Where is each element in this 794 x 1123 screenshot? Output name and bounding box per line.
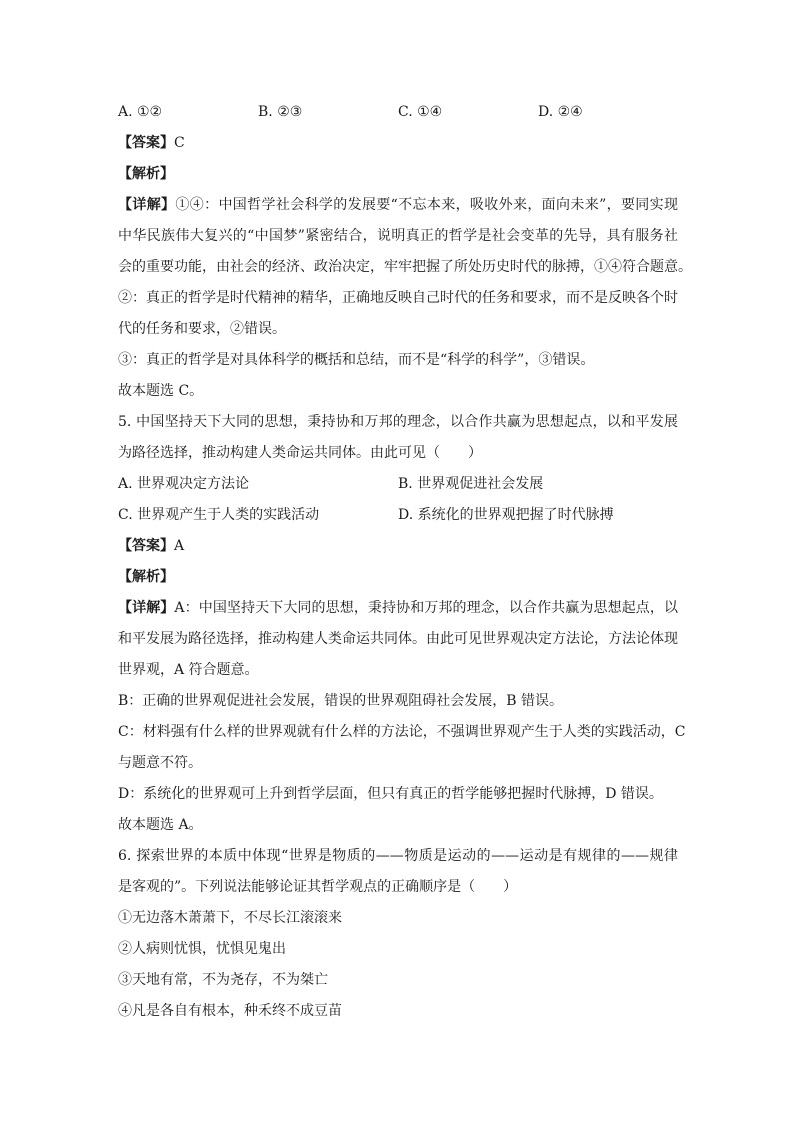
q5-stem-line-1: 5. 中国坚持天下大同的思想，秉持协和万邦的理念，以合作共赢为思想起点，以和平发展 [118, 414, 678, 430]
q5-option-b: B. 世界观促进社会发展 [398, 476, 544, 492]
q5-detail-line-4: B：正确的世界观促进社会发展，错误的世界观阻碍社会发展，B 错误。 [118, 693, 564, 709]
prev-detail-line-2: 中华民族伟大复兴的“中国梦”紧密结合，说明真正的哲学是社会变革的先导，具有服务社 [118, 228, 678, 244]
q5-stem-line-2: 为路径选择，推动构建人类命运共同体。由此可见（ ） [118, 445, 482, 461]
q6-item-1: ①无边落木萧萧下，不尽长江滚滚来 [118, 910, 342, 926]
q5-option-d: D. 系统化的世界观把握了时代脉搏 [398, 507, 614, 523]
prev-detail-line-3: 会的重要功能，由社会的经济、政治决定，牢牢把握了所处历史时代的脉搏，①④符合题意。 [118, 259, 692, 275]
q5-detail-label: 【详解】 [118, 600, 175, 616]
q6-item-2: ②人病则忧惧，忧惧见鬼出 [118, 941, 286, 957]
option-d: D. ②④ [538, 104, 583, 120]
q5-detail-line-2: 和平发展为路径选择，推动构建人类命运共同体。由此可见世界观决定方法论，方法论体现 [118, 631, 678, 647]
q5-detail-text: A：中国坚持天下大同的思想，秉持协和万邦的理念，以合作共赢为思想起点，以 [174, 600, 679, 616]
option-b: B. ②③ [258, 104, 303, 120]
prev-detail-line-4: ②：真正的哲学是时代精神的精华，正确地反映自己时代的任务和要求，而不是反映各个时 [118, 290, 678, 306]
q5-detail-line-1 [118, 593, 678, 624]
answer-value: C [174, 135, 185, 151]
q5-option-a: A. 世界观决定方法论 [118, 476, 250, 492]
q5-analysis-label-line [118, 562, 678, 593]
q6-stem-line-2: 是客观的”。下列说法能够论证其哲学观点的正确顺序是（ ） [118, 879, 518, 895]
option-a: A. ①② [118, 104, 163, 120]
q5-option-c: C. 世界观产生于人类的实践活动 [118, 507, 320, 523]
q6-item-3: ③天地有常，不为尧存，不为桀亡 [118, 972, 328, 988]
prev-detail-line-5: 代的任务和要求，②错误。 [118, 321, 286, 337]
detail-text: ①④：中国哲学社会科学的发展要“不忘本来，吸收外来，面向未来”，要同实现 [175, 197, 679, 213]
q5-options-row-2 [118, 500, 678, 531]
document-page [118, 97, 692, 1027]
q5-detail-line-6: 与题意不符。 [118, 755, 202, 771]
q5-detail-line-3: 世界观，A 符合题意。 [118, 662, 259, 678]
q5-answer-label: 【答案】 [118, 538, 174, 554]
option-c: C. ①④ [398, 104, 443, 120]
q5-analysis-label: 【解析】 [118, 569, 174, 585]
q5-answer-value: A [174, 538, 185, 554]
q6-stem-line-1: 6. 探索世界的本质中体现“世界是物质的——物质是运动的——运动是有规律的——规律 [118, 848, 678, 864]
q6-item-4: ④凡是各自有根本，种禾终不成豆苗 [118, 1003, 342, 1019]
detail-label: 【详解】 [118, 197, 176, 213]
q5-options-row-1 [118, 469, 678, 500]
answer-label: 【答案】 [118, 135, 174, 151]
prev-analysis-label-line [118, 159, 678, 190]
prev-detail-line-1 [118, 190, 678, 221]
prev-conclusion: 故本题选 C。 [118, 383, 204, 399]
q5-detail-line-5: C：材料强有什么样的世界观就有什么样的方法论，不强调世界观产生于人类的实践活动，C [118, 724, 686, 740]
analysis-label: 【解析】 [118, 166, 174, 182]
q5-answer-line [118, 531, 678, 562]
prev-answer-line [118, 128, 678, 159]
prev-question-options [118, 97, 678, 128]
q5-detail-line-7: D：系统化的世界观可上升到哲学层面，但只有真正的哲学能够把握时代脉搏，D 错误。 [118, 786, 663, 802]
q5-conclusion: 故本题选 A。 [118, 817, 203, 833]
prev-detail-line-6: ③：真正的哲学是对具体科学的概括和总结，而不是“科学的科学”，③错误。 [118, 352, 595, 368]
